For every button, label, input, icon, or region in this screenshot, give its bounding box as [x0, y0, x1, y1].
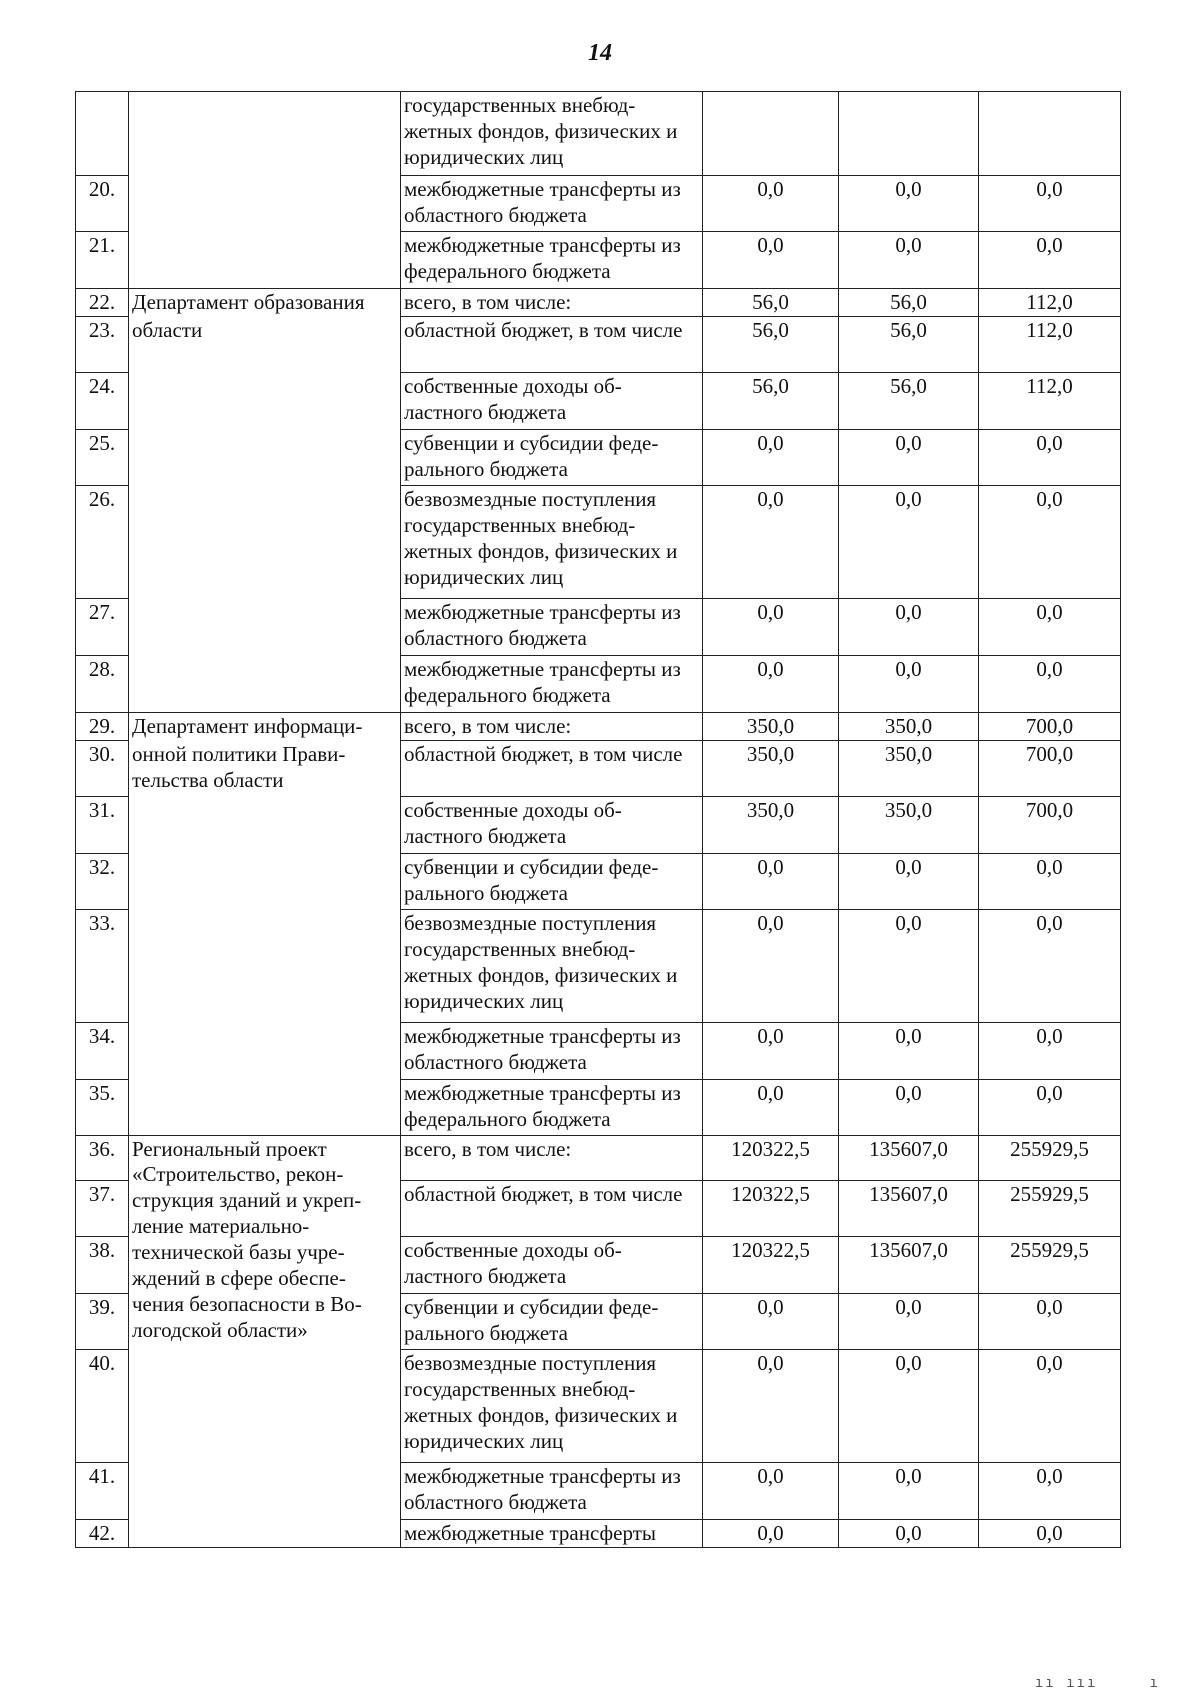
- value-year1: 350,0: [703, 713, 839, 741]
- executor-name-line: онной политики Прави-: [132, 741, 346, 766]
- value-year2: 0,0: [839, 232, 979, 289]
- table-row: [76, 289, 1121, 317]
- source-cell: межбюджетные трансферты из федерального бюджета: [401, 656, 703, 713]
- value-year1: 0,0: [703, 1520, 839, 1548]
- value-year1: 0,0: [703, 599, 839, 656]
- value-year2: 0,0: [839, 430, 979, 486]
- value-year2: 135607,0: [839, 1136, 979, 1181]
- row-number: 27.: [76, 599, 129, 656]
- value-year1: 0,0: [703, 1080, 839, 1136]
- source-cell: межбюджетные трансферты из федерального бюджета: [401, 232, 703, 289]
- row-number: 21.: [76, 232, 129, 289]
- source-cell: субвенции и субсидии феде-рального бюджета: [401, 430, 703, 486]
- value-year1: 0,0: [703, 176, 839, 232]
- scan-marks: ıı ııı ı: [1034, 1675, 1160, 1691]
- value-total: 0,0: [979, 1294, 1121, 1350]
- row-number: 24.: [76, 373, 129, 430]
- table-row: [76, 1181, 1121, 1237]
- value-year1: 56,0: [703, 289, 839, 317]
- value-year2: 0,0: [839, 656, 979, 713]
- value-year1: 0,0: [703, 1294, 839, 1350]
- value-year1: 0,0: [703, 232, 839, 289]
- table-row: [76, 92, 1121, 176]
- row-number: 42.: [76, 1520, 129, 1548]
- table-row: [76, 713, 1121, 741]
- source-cell: областной бюджет, в том числе: [401, 741, 703, 797]
- value-total: 700,0: [979, 797, 1121, 854]
- value-year1: 0,0: [703, 486, 839, 599]
- value-total: 255929,5: [979, 1237, 1121, 1294]
- executor-name-line: тельства области: [132, 767, 284, 792]
- value-total: 0,0: [979, 486, 1121, 599]
- source-cell: субвенции и субсидии феде-рального бюджета: [401, 854, 703, 910]
- executor-name: Региональный проект: [129, 1136, 401, 1181]
- row-number: 33.: [76, 910, 129, 1023]
- row-number: 39.: [76, 1294, 129, 1350]
- row-number: 28.: [76, 656, 129, 713]
- row-number: 31.: [76, 797, 129, 854]
- source-cell: межбюджетные трансферты: [401, 1520, 703, 1548]
- value-year1: 350,0: [703, 741, 839, 797]
- source-cell: безвозмездные поступления государственных внебюд-жетных фондов, физических и юридических лиц: [401, 486, 703, 599]
- source-cell: межбюджетные трансферты из областного бюджета: [401, 1023, 703, 1080]
- value-total: 112,0: [979, 373, 1121, 430]
- source-cell: безвозмездные поступления государственных внебюд-жетных фондов, физических и юридических лиц: [401, 910, 703, 1023]
- row-number: 22.: [76, 289, 129, 317]
- value-total: 0,0: [979, 1463, 1121, 1520]
- value-year1: 0,0: [703, 854, 839, 910]
- value-total: 255929,5: [979, 1136, 1121, 1181]
- value-total: 0,0: [979, 232, 1121, 289]
- value-year2: 0,0: [839, 1350, 979, 1463]
- executor-name-continued: [129, 1161, 401, 1548]
- value-total: 0,0: [979, 1023, 1121, 1080]
- value-year1: 56,0: [703, 317, 839, 373]
- executor-name: Департамент образования: [129, 289, 401, 317]
- source-cell: собственные доходы об-ластного бюджета: [401, 373, 703, 430]
- source-cell: всего, в том числе:: [401, 1136, 703, 1181]
- value-total: 700,0: [979, 713, 1121, 741]
- value-year2: 56,0: [839, 317, 979, 373]
- value-total: 0,0: [979, 910, 1121, 1023]
- value-year1: 120322,5: [703, 1181, 839, 1237]
- value-year2: 0,0: [839, 1023, 979, 1080]
- value-year2: 0,0: [839, 176, 979, 232]
- source-cell: безвозмездные поступления государственных внебюд-жетных фондов, физических и юридических лиц: [401, 1350, 703, 1463]
- executor-name: Департамент информаци-: [129, 713, 401, 741]
- value-total: 0,0: [979, 430, 1121, 486]
- value-year1: [703, 92, 839, 176]
- value-total: 0,0: [979, 656, 1121, 713]
- row-number: 26.: [76, 486, 129, 599]
- value-total: 255929,5: [979, 1181, 1121, 1237]
- row-number: 40.: [76, 1350, 129, 1463]
- table-row: [76, 317, 1121, 373]
- source-cell: государственных внебюд-жетных фондов, физических и юридических лиц: [401, 92, 703, 176]
- page-number: 14: [588, 40, 612, 66]
- row-number: 41.: [76, 1463, 129, 1520]
- value-total: 112,0: [979, 289, 1121, 317]
- value-year1: 0,0: [703, 430, 839, 486]
- value-year2: 0,0: [839, 1294, 979, 1350]
- executor-name-continued: области: [129, 317, 401, 713]
- source-cell: межбюджетные трансферты из областного бюджета: [401, 176, 703, 232]
- value-year2: 56,0: [839, 373, 979, 430]
- row-number: 36.: [76, 1136, 129, 1181]
- value-year1: 350,0: [703, 797, 839, 854]
- value-year1: 0,0: [703, 1350, 839, 1463]
- value-year2: 350,0: [839, 797, 979, 854]
- row-number: 32.: [76, 854, 129, 910]
- row-number: 25.: [76, 430, 129, 486]
- source-cell: межбюджетные трансферты из федерального бюджета: [401, 1080, 703, 1136]
- value-year2: 0,0: [839, 1520, 979, 1548]
- executor-name-text: «Строительство, рекон-струкция зданий и укреп-ление материально-технической базы учре-ждений в сфере обеспе-чения безопасности в Во-логодской области»: [132, 1161, 362, 1342]
- source-cell: собственные доходы об-ластного бюджета: [401, 797, 703, 854]
- executor-name-continued: [129, 741, 401, 1136]
- value-total: 700,0: [979, 741, 1121, 797]
- table-row: [76, 741, 1121, 797]
- row-number: 20.: [76, 176, 129, 232]
- value-year1: 0,0: [703, 656, 839, 713]
- value-year2: 0,0: [839, 910, 979, 1023]
- value-year2: 0,0: [839, 854, 979, 910]
- value-year2: 350,0: [839, 741, 979, 797]
- value-year1: 0,0: [703, 910, 839, 1023]
- value-year2: 135607,0: [839, 1181, 979, 1237]
- value-year1: 56,0: [703, 373, 839, 430]
- row-number: 34.: [76, 1023, 129, 1080]
- value-total: 0,0: [979, 599, 1121, 656]
- value-year1: 0,0: [703, 1023, 839, 1080]
- value-year2: 350,0: [839, 713, 979, 741]
- value-year2: [839, 92, 979, 176]
- value-year1: 120322,5: [703, 1136, 839, 1181]
- value-total: 0,0: [979, 1080, 1121, 1136]
- value-total: [979, 92, 1121, 176]
- source-cell: областной бюджет, в том числе: [401, 317, 703, 373]
- value-year2: 0,0: [839, 599, 979, 656]
- source-cell: всего, в том числе:: [401, 289, 703, 317]
- value-year2: 0,0: [839, 1080, 979, 1136]
- row-number: 37.: [76, 1181, 129, 1237]
- value-year2: 56,0: [839, 289, 979, 317]
- value-year2: 0,0: [839, 486, 979, 599]
- source-cell: межбюджетные трансферты из областного бюджета: [401, 1463, 703, 1520]
- value-year1: 0,0: [703, 1463, 839, 1520]
- value-total: 0,0: [979, 1350, 1121, 1463]
- row-number: [76, 92, 129, 176]
- value-year2: 135607,0: [839, 1237, 979, 1294]
- row-number: 29.: [76, 713, 129, 741]
- value-total: 112,0: [979, 317, 1121, 373]
- value-year1: 120322,5: [703, 1237, 839, 1294]
- row-number: 35.: [76, 1080, 129, 1136]
- value-year2: 0,0: [839, 1463, 979, 1520]
- value-total: 0,0: [979, 176, 1121, 232]
- row-number: 30.: [76, 741, 129, 797]
- row-number: 23.: [76, 317, 129, 373]
- value-total: 0,0: [979, 854, 1121, 910]
- source-cell: собственные доходы об-ластного бюджета: [401, 1237, 703, 1294]
- source-cell: межбюджетные трансферты из областного бюджета: [401, 599, 703, 656]
- row-number: 38.: [76, 1237, 129, 1294]
- executor-cell-continued: [129, 92, 401, 289]
- source-cell: всего, в том числе:: [401, 713, 703, 741]
- budget-table: [75, 91, 1121, 1548]
- source-cell: субвенции и субсидии феде-рального бюджета: [401, 1294, 703, 1350]
- value-total: 0,0: [979, 1520, 1121, 1548]
- source-cell: областной бюджет, в том числе: [401, 1181, 703, 1237]
